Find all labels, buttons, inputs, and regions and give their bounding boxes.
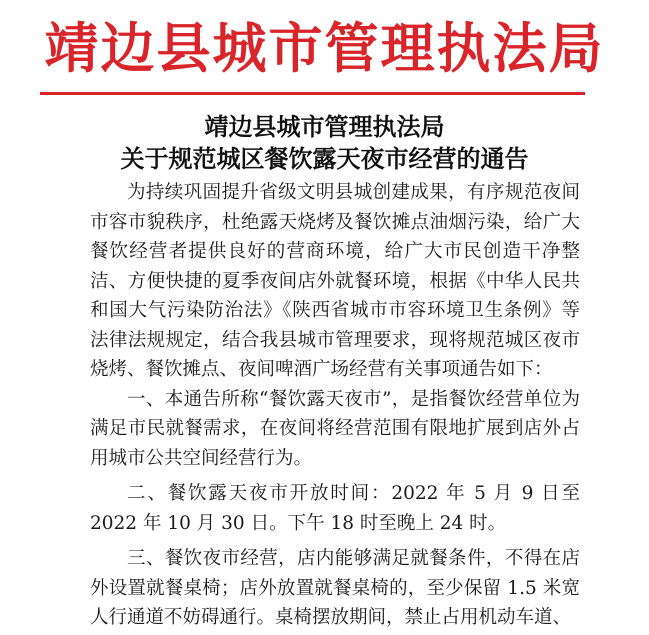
red-masthead bbox=[0, 0, 649, 100]
document-body bbox=[90, 178, 580, 633]
red-divider-line bbox=[40, 92, 585, 95]
paragraph-intro: 为持续巩固提升省级文明县城创建成果，有序规范夜间市容市貌秩序，杜绝露天烧烤及餐饮摊点油烟污染，给广大餐饮经营者提供良好的营商环境，给广大市民创造干净整洁、方便快捷的夏季夜间店外就餐环境，根据《中华人民共和国大气污染防治法》《陕西省城市市容环境卫生条例》等法律法规规定，结合我县城市管理要求，现将规范城区夜市烧烤、餐饮摊点、夜间啤酒广场经营有关事项通告如下： bbox=[90, 182, 580, 380]
document-title: 关于规范城区餐饮露天夜市经营的通告 bbox=[120, 144, 529, 173]
masthead-title: 靖边县城市管理执法局 bbox=[44, 16, 605, 80]
paragraph-item-2: 二、餐饮露天夜市开放时间：2022 年 5 月 9 日至 2022 年 10 月 30 日。下午 18 时至晚上 24 时。 bbox=[90, 483, 580, 534]
paragraph-item-3: 三、餐饮夜市经营，店内能够满足就餐条件，不得在店外设置就餐桌椅；店外放置就餐桌椅的，至少保留 1.5 米宽人行通道不妨碍通行。桌椅摆放期间，禁止占用机动车道、 bbox=[90, 548, 580, 628]
document-issuer: 靖边县城市管理执法局 bbox=[204, 112, 445, 141]
paragraph-item-1: 一、本通告所称“餐饮露天夜市”，是指餐饮经营单位为满足市民就餐需求，在夜间将经营范围有限地扩展到店外占用城市公共空间经营行为。 bbox=[90, 388, 580, 469]
